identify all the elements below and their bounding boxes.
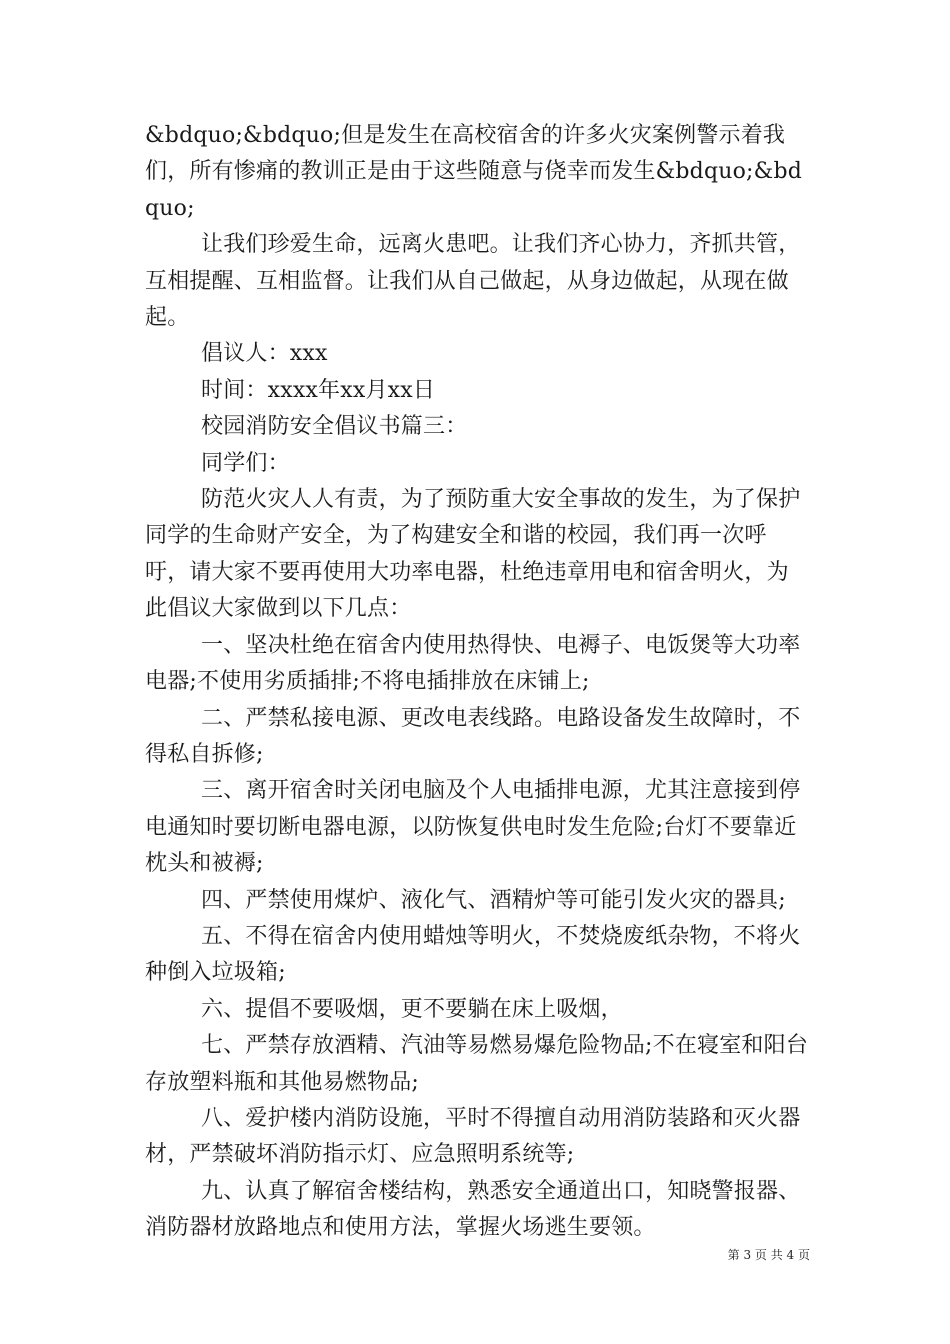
paragraph-initiator: 倡议人：xxx bbox=[201, 341, 328, 367]
list-item-1: 一、坚决杜绝在宿舍内使用热得快、电褥子、电饭煲等大功率电器;不使用劣质插排;不将电插排放在床铺上; bbox=[145, 632, 801, 695]
list-item-9: 九、认真了解宿舍楼结构，熟悉安全通道出口，知晓警报器、消防器材放路地点和使用方法，掌握火场逃生要领。 bbox=[145, 1178, 801, 1241]
paragraph-salutation: 同学们： bbox=[201, 450, 290, 476]
paragraph-intro-quote: &bdquo;&bdquo;但是发生在高校宿舍的许多火灾案例警示着我们，所有惨痛的教训正是由于这些随意与侥幸而发生&bdquo;&bdquo; bbox=[145, 123, 803, 221]
list-item-8: 八、爱护楼内消防设施，平时不得擅自动用消防装路和灭火器材，严禁破坏消防指示灯、应急照明系统等; bbox=[145, 1105, 801, 1168]
list-item-5: 五、不得在宿舍内使用蜡烛等明火，不焚烧废纸杂物，不将火种倒入垃圾箱; bbox=[145, 923, 801, 986]
list-item-4: 四、严禁使用煤炉、液化气、酒精炉等可能引发火灾的器具; bbox=[201, 887, 786, 913]
list-item-6: 六、提倡不要吸烟，更不要躺在床上吸烟， bbox=[201, 996, 623, 1022]
list-item-7: 七、严禁存放酒精、汽油等易燃易爆危险物品;不在寝室和阳台存放塑料瓶和其他易燃物品; bbox=[145, 1033, 809, 1095]
list-item-3: 三、离开宿舍时关闭电脑及个人电插排电源，尤其注意接到停电通知时要切断电器电源，以防恢复供电时发生危险;台灯不要靠近枕头和被褥; bbox=[145, 778, 801, 877]
document-body bbox=[145, 118, 810, 1247]
page-number: 第 3 页 共 4 页 bbox=[727, 1248, 810, 1262]
paragraph-cherish-life: 让我们珍爱生命，远离火患吧。让我们齐心协力，齐抓共管，互相提醒、互相监督。让我们从自己做起，从身边做起，从现在做起。 bbox=[145, 232, 801, 331]
list-item-2: 二、严禁私接电源、更改电表线路。电路设备发生故障时，不得私自拆修; bbox=[145, 705, 801, 767]
paragraph-date: 时间：xxxx年xx月xx日 bbox=[201, 377, 436, 403]
paragraph-preamble: 防范火灾人人有责，为了预防重大安全事故的发生，为了保护同学的生命财产安全，为了构建安全和谐的校园，我们再一次呼吁，请大家不要再使用大功率电器，杜绝违章用电和宿舍明火，为此倡议大家做到以下几点： bbox=[145, 487, 801, 622]
section-heading: 校园消防安全倡议书篇三： bbox=[201, 414, 468, 440]
